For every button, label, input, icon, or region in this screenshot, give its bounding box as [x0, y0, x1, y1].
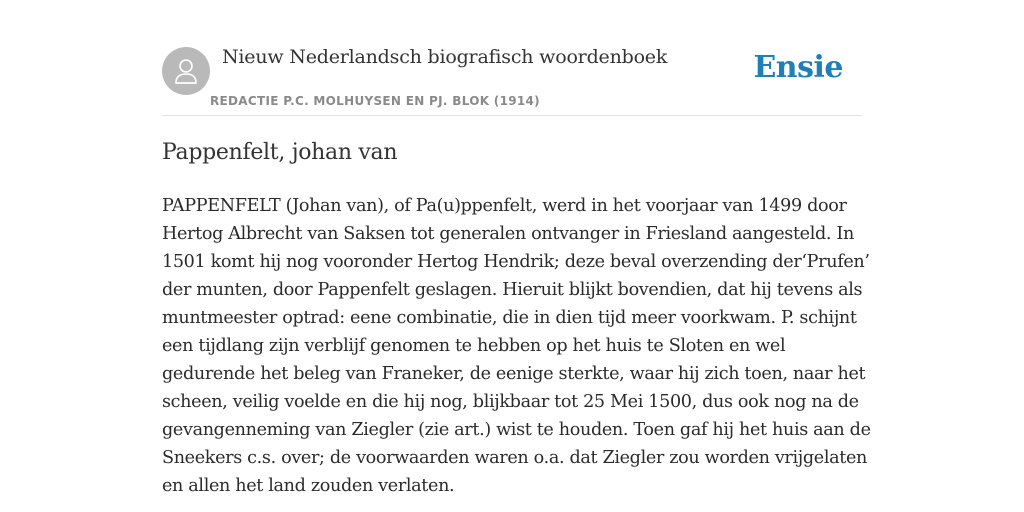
- book-title[interactable]: Nieuw Nederlandsch biografisch woordenboek: [222, 46, 668, 68]
- entry-line: gevangenneming van Ziegler (zie art.) wist te houden. Toen gaf hij het huis aan de: [162, 420, 871, 440]
- header: [162, 0, 862, 116]
- entry-line: Sneekers c.s. over; de voorwaarden waren o.a. dat Ziegler zou worden vrijgelaten: [162, 448, 868, 468]
- entry-line: Hertog Albrecht van Saksen tot generalen ontvanger in Friesland aangesteld. In: [162, 224, 854, 244]
- entry-line: scheen, veilig voelde en die hij nog, blijkbaar tot 25 Mei 1500, dus ook nog na de: [162, 392, 859, 412]
- entry-line: een tijdlang zijn verblijf genomen te hebben op het huis te Sloten en wel: [162, 336, 786, 356]
- entry-line: gedurende het beleg van Franeker, de eenige sterkte, waar hij zich toen, naar het: [162, 364, 866, 384]
- entry-line: en allen het land zouden verlaten.: [162, 476, 455, 496]
- user-icon: [173, 57, 199, 85]
- ensie-logo[interactable]: Ensie: [753, 50, 843, 85]
- entry-line: PAPPENFELT (Johan van), of Pa(u)ppenfelt, werd in het voorjaar van 1499 door: [162, 196, 847, 216]
- entry-line: 1501 komt hij nog vooronder Hertog Hendrik; deze beval overzending der‘Prufen’: [162, 252, 870, 272]
- entry-line: muntmeester optrad: eene combinatie, die in dien tijd meer voorkwam. P. schijnt: [162, 308, 857, 328]
- book-editor: REDACTIE P.C. MOLHUYSEN EN PJ. BLOK (1914): [210, 94, 540, 108]
- book-avatar[interactable]: [162, 47, 210, 95]
- entry-body: [162, 192, 871, 500]
- entry-title: Pappenfelt, johan van: [162, 140, 398, 165]
- entry-line: der munten, door Pappenfelt geslagen. Hieruit blijkt bovendien, dat hij tevens als: [162, 280, 863, 300]
- page-container: [162, 0, 871, 496]
